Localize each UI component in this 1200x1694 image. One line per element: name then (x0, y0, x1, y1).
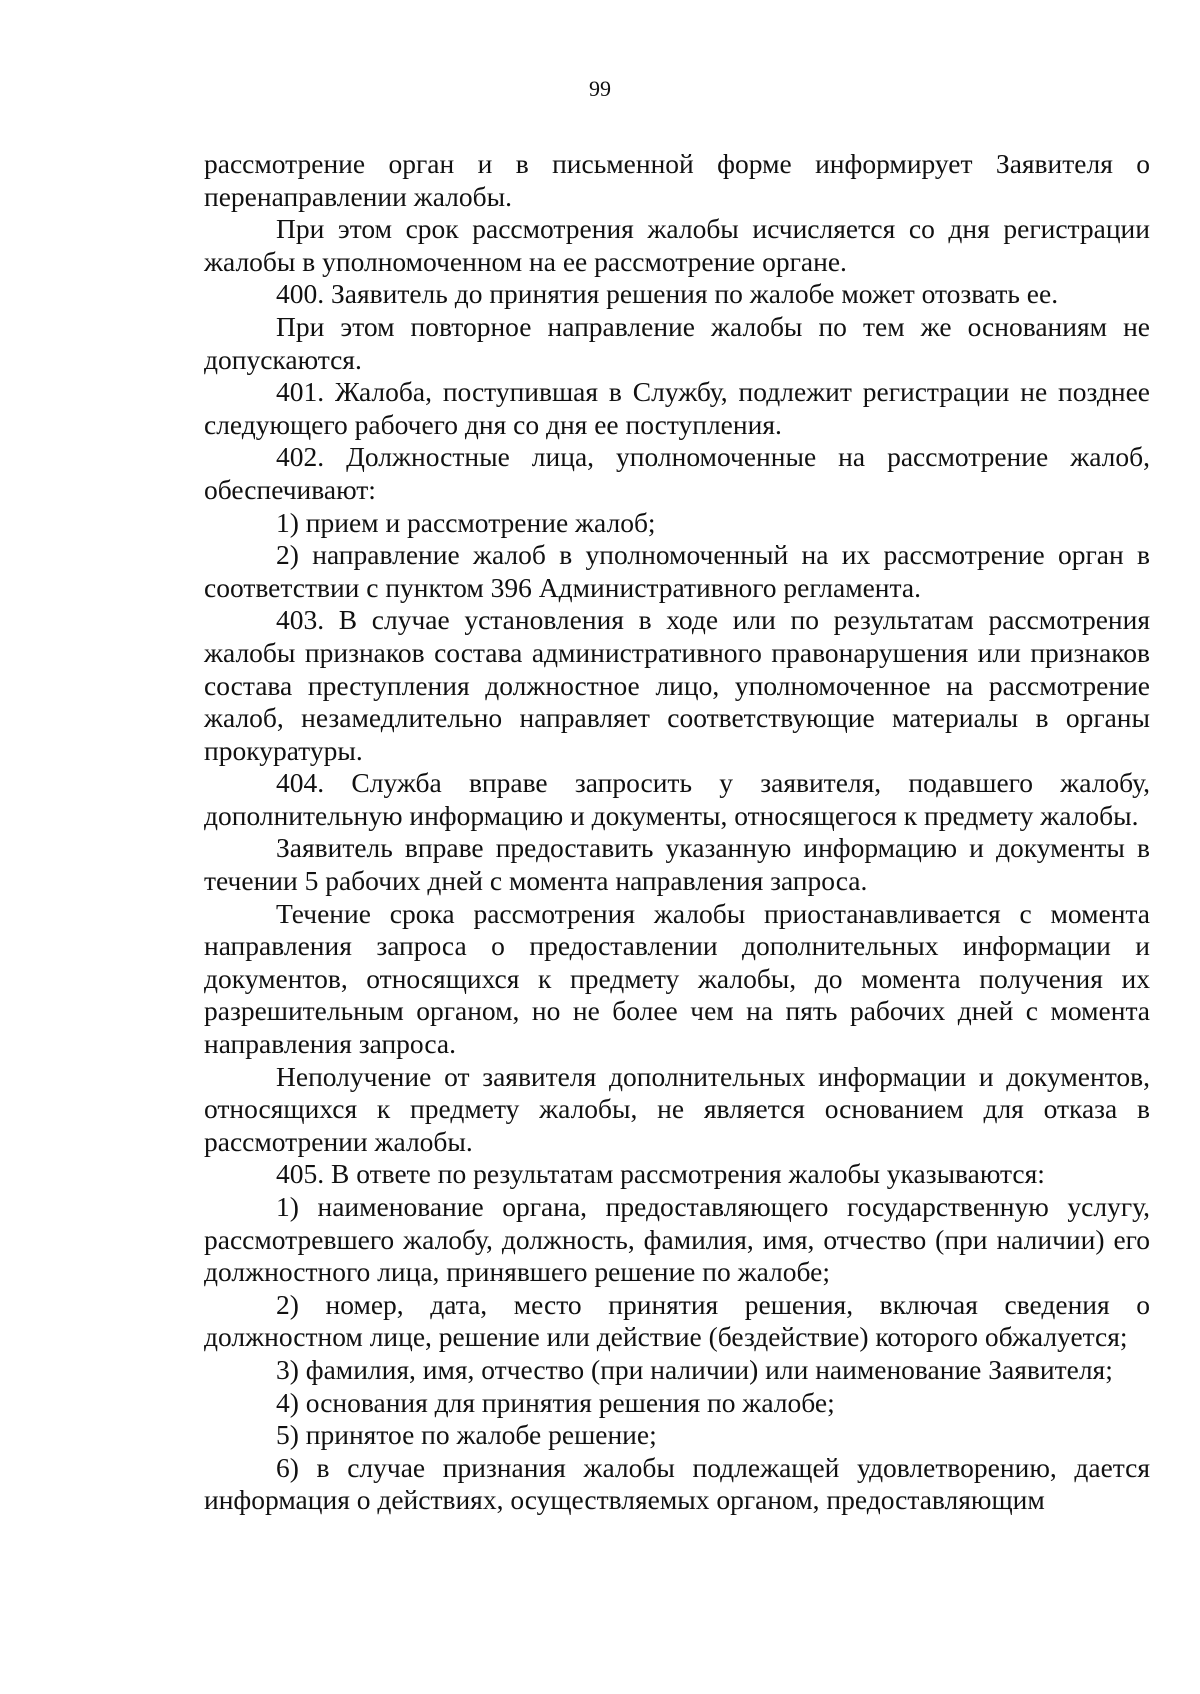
list-item: 3) фамилия, имя, отчество (при наличии) или наименование Заявителя; (276, 1353, 1113, 1385)
paragraph: 401. Жалоба, поступившая в Службу, подлежит регистрации не позднее следующего рабочего дня со дня ее поступления. (204, 376, 1150, 440)
paragraph: 405. В ответе по результатам рассмотрения жалобы указываются: (276, 1158, 1045, 1190)
paragraph: 403. В случае установления в ходе или по результатам рассмотрения жалобы признаков состава административного правонарушения или признаков состава преступления должностное лицо, уполномоченное на рассмотрение жалоб, незамедлительно направляет соответствующие материалы в органы прокуратуры. (204, 604, 1150, 766)
paragraph: рассмотрение орган и в письменной форме информирует Заявителя о перенаправлении жалобы. (204, 148, 1150, 212)
document-body (204, 148, 1150, 1517)
paragraph: 404. Служба вправе запросить у заявителя, подавшего жалобу, дополнительную информацию и документы, относящегося к предмету жалобы. (204, 767, 1150, 831)
paragraph: Заявитель вправе предоставить указанную информацию и документы в течении 5 рабочих дней с момента направления запроса. (204, 832, 1150, 897)
paragraph: Неполучение от заявителя дополнительных информации и документов, относящихся к предмету жалобы, не является основанием для отказа в рассмотрении жалобы. (204, 1060, 1150, 1157)
list-item: 1) наименование органа, предоставляющего государственную услугу, рассмотревшего жалобу, должность, фамилия, имя, отчество (при наличии) его должностного лица, принявшего решение по жалобе; (204, 1191, 1150, 1288)
list-item: 1) прием и рассмотрение жалоб; (276, 506, 656, 538)
paragraph: 402. Должностные лица, уполномоченные на рассмотрение жалоб, обеспечивают: (204, 441, 1150, 505)
list-item: 2) направление жалоб в уполномоченный на их рассмотрение орган в соответствии с пунктом 396 Административного регламента. (204, 539, 1150, 603)
paragraph: 400. Заявитель до принятия решения по жалобе может отозвать ее. (276, 278, 1059, 310)
paragraph: При этом срок рассмотрения жалобы исчисляется со дня регистрации жалобы в уполномоченном на ее рассмотрение органе. (204, 213, 1150, 277)
paragraph: Течение срока рассмотрения жалобы приостанавливается с момента направления запроса о предоставлении дополнительных информации и документов, относящихся к предмету жалобы, до момента получения их разрешительным органом, но не более чем на пять рабочих дней с момента направления запроса. (204, 897, 1150, 1060)
page-number: 99 (589, 76, 611, 101)
list-item: 5) принятое по жалобе решение; (276, 1419, 657, 1451)
list-item: 2) номер, дата, место принятия решения, включая сведения о должностном лице, решение или действие (бездействие) которого обжалуется; (204, 1288, 1150, 1353)
paragraph: При этом повторное направление жалобы по тем же основаниям не допускаются. (204, 310, 1150, 375)
list-item: 6) в случае признания жалобы подлежащей удовлетворению, дается информация о действиях, осуществляемых органом, предоставляющим (204, 1451, 1150, 1516)
list-item: 4) основания для принятия решения по жалобе; (276, 1386, 835, 1418)
